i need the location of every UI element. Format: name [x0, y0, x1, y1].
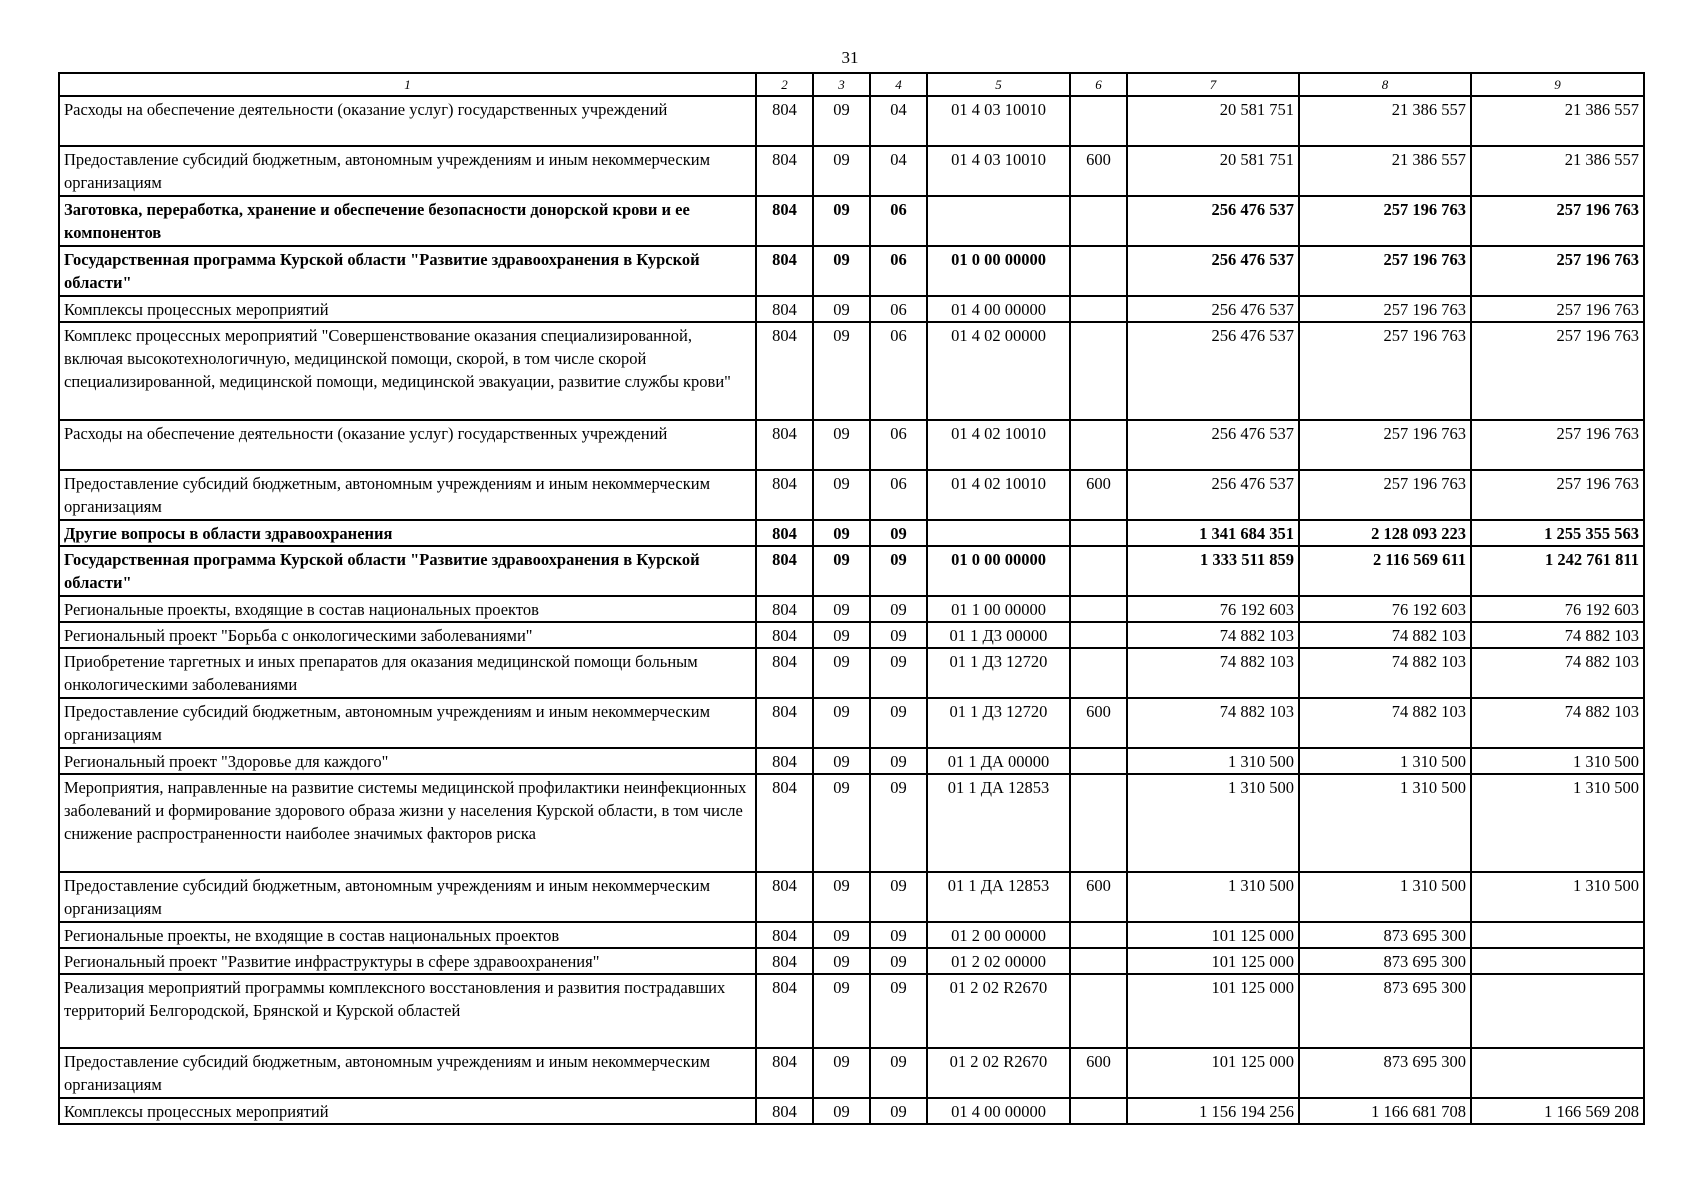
- expense-type-code: 600: [1070, 698, 1127, 748]
- amount-year-2: 257 196 763: [1299, 196, 1471, 246]
- subsection-code: 04: [870, 146, 927, 196]
- table-row: [59, 246, 1644, 296]
- ministry-code: 804: [756, 246, 813, 296]
- subsection-code: 06: [870, 246, 927, 296]
- subsection-code: 09: [870, 698, 927, 748]
- subsection-code: 06: [870, 470, 927, 520]
- ministry-code: 804: [756, 596, 813, 622]
- amount-year-3: [1471, 1048, 1644, 1098]
- section-code: 09: [813, 872, 870, 922]
- expense-type-code: [1070, 96, 1127, 146]
- ministry-code: 804: [756, 698, 813, 748]
- row-name: Расходы на обеспечение деятельности (оказание услуг) государственных учреждений: [59, 420, 756, 470]
- table-row: [59, 872, 1644, 922]
- expense-type-code: [1070, 520, 1127, 546]
- amount-year-2: 257 196 763: [1299, 296, 1471, 322]
- ministry-code: 804: [756, 648, 813, 698]
- target-article-code: 01 1 ДА 00000: [927, 748, 1070, 774]
- column-header: 8: [1299, 73, 1471, 96]
- row-name: Региональный проект "Здоровье для каждого": [59, 748, 756, 774]
- table-row: [59, 596, 1644, 622]
- target-article-code: 01 4 02 10010: [927, 470, 1070, 520]
- ministry-code: 804: [756, 748, 813, 774]
- amount-year-3: 257 196 763: [1471, 246, 1644, 296]
- ministry-code: 804: [756, 546, 813, 596]
- amount-year-2: 257 196 763: [1299, 322, 1471, 420]
- section-code: 09: [813, 948, 870, 974]
- subsection-code: 09: [870, 520, 927, 546]
- table-row: [59, 774, 1644, 872]
- amount-year-3: 76 192 603: [1471, 596, 1644, 622]
- row-name: Мероприятия, направленные на развитие системы медицинской профилактики неинфекционных заболеваний и формирование здорового образа жизни у населения Курской области, в том числе снижение распространенности наиболее значимых факторов риска: [59, 774, 756, 872]
- ministry-code: 804: [756, 196, 813, 246]
- amount-year-3: 257 196 763: [1471, 322, 1644, 420]
- subsection-code: 09: [870, 1048, 927, 1098]
- expense-type-code: 600: [1070, 1048, 1127, 1098]
- table-row: [59, 622, 1644, 648]
- column-header: 3: [813, 73, 870, 96]
- target-article-code: 01 2 02 00000: [927, 948, 1070, 974]
- section-code: 09: [813, 748, 870, 774]
- amount-year-1: 101 125 000: [1127, 974, 1299, 1048]
- row-name: Государственная программа Курской области "Развитие здравоохранения в Курской области": [59, 246, 756, 296]
- amount-year-3: 1 255 355 563: [1471, 520, 1644, 546]
- amount-year-2: 21 386 557: [1299, 96, 1471, 146]
- table-row: [59, 520, 1644, 546]
- amount-year-3: 257 196 763: [1471, 470, 1644, 520]
- expense-type-code: [1070, 296, 1127, 322]
- amount-year-3: 74 882 103: [1471, 622, 1644, 648]
- table-row: [59, 648, 1644, 698]
- ministry-code: 804: [756, 420, 813, 470]
- section-code: 09: [813, 470, 870, 520]
- section-code: 09: [813, 322, 870, 420]
- amount-year-3: 1 310 500: [1471, 872, 1644, 922]
- column-header: 2: [756, 73, 813, 96]
- row-name: Комплексы процессных мероприятий: [59, 296, 756, 322]
- subsection-code: 06: [870, 420, 927, 470]
- amount-year-1: 101 125 000: [1127, 922, 1299, 948]
- table-row: [59, 546, 1644, 596]
- subsection-code: 06: [870, 296, 927, 322]
- target-article-code: 01 1 Д3 12720: [927, 648, 1070, 698]
- subsection-code: 09: [870, 774, 927, 872]
- row-name: Предоставление субсидий бюджетным, автономным учреждениям и иным некоммерческим организациям: [59, 872, 756, 922]
- row-name: Региональные проекты, не входящие в состав национальных проектов: [59, 922, 756, 948]
- expense-type-code: [1070, 922, 1127, 948]
- amount-year-3: 257 196 763: [1471, 196, 1644, 246]
- amount-year-2: 74 882 103: [1299, 648, 1471, 698]
- expense-type-code: [1070, 1098, 1127, 1124]
- amount-year-2: 2 116 569 611: [1299, 546, 1471, 596]
- ministry-code: 804: [756, 922, 813, 948]
- ministry-code: 804: [756, 96, 813, 146]
- subsection-code: 06: [870, 322, 927, 420]
- row-name: Государственная программа Курской области "Развитие здравоохранения в Курской области": [59, 546, 756, 596]
- section-code: 09: [813, 922, 870, 948]
- table-row: [59, 974, 1644, 1048]
- expense-type-code: [1070, 948, 1127, 974]
- subsection-code: 09: [870, 748, 927, 774]
- row-name: Заготовка, переработка, хранение и обеспечение безопасности донорской крови и ее компонентов: [59, 196, 756, 246]
- target-article-code: 01 4 02 00000: [927, 322, 1070, 420]
- row-name: Комплекс процессных мероприятий "Совершенствование оказания специализированной, включая высокотехнологичную, медицинской помощи, скорой, в том числе скорой специализированной, медицинской помощи, медицинской эвакуации, развитие службы крови": [59, 322, 756, 420]
- expense-type-code: [1070, 748, 1127, 774]
- expense-type-code: [1070, 420, 1127, 470]
- table-row: [59, 748, 1644, 774]
- amount-year-2: 1 310 500: [1299, 748, 1471, 774]
- ministry-code: 804: [756, 1048, 813, 1098]
- amount-year-3: [1471, 948, 1644, 974]
- expense-type-code: [1070, 774, 1127, 872]
- target-article-code: 01 1 Д3 12720: [927, 698, 1070, 748]
- amount-year-3: 21 386 557: [1471, 96, 1644, 146]
- subsection-code: 09: [870, 922, 927, 948]
- expense-type-code: [1070, 196, 1127, 246]
- subsection-code: 09: [870, 948, 927, 974]
- amount-year-1: 74 882 103: [1127, 648, 1299, 698]
- amount-year-3: 257 196 763: [1471, 296, 1644, 322]
- page-number: 31: [841, 48, 859, 67]
- section-code: 09: [813, 420, 870, 470]
- table-row: [59, 1098, 1644, 1124]
- expense-type-code: [1070, 546, 1127, 596]
- column-header: 9: [1471, 73, 1644, 96]
- ministry-code: 804: [756, 470, 813, 520]
- target-article-code: 01 1 00 00000: [927, 596, 1070, 622]
- target-article-code: 01 2 00 00000: [927, 922, 1070, 948]
- target-article-code: 01 2 02 R2670: [927, 1048, 1070, 1098]
- amount-year-2: 1 310 500: [1299, 872, 1471, 922]
- amount-year-1: 74 882 103: [1127, 698, 1299, 748]
- section-code: 09: [813, 196, 870, 246]
- column-number-header-row: [59, 73, 1644, 96]
- amount-year-1: 101 125 000: [1127, 948, 1299, 974]
- amount-year-3: 1 310 500: [1471, 774, 1644, 872]
- section-code: 09: [813, 698, 870, 748]
- budget-table: [58, 72, 1645, 1125]
- table-row: [59, 146, 1644, 196]
- column-header: 5: [927, 73, 1070, 96]
- expense-type-code: 600: [1070, 146, 1127, 196]
- ministry-code: 804: [756, 872, 813, 922]
- amount-year-2: 873 695 300: [1299, 948, 1471, 974]
- table-row: [59, 322, 1644, 420]
- row-name: Расходы на обеспечение деятельности (оказание услуг) государственных учреждений: [59, 96, 756, 146]
- row-name: Предоставление субсидий бюджетным, автономным учреждениям и иным некоммерческим организациям: [59, 146, 756, 196]
- subsection-code: 09: [870, 596, 927, 622]
- target-article-code: 01 1 Д3 00000: [927, 622, 1070, 648]
- table-row: [59, 922, 1644, 948]
- section-code: 09: [813, 974, 870, 1048]
- target-article-code: 01 0 00 00000: [927, 546, 1070, 596]
- table-row: [59, 420, 1644, 470]
- amount-year-1: 76 192 603: [1127, 596, 1299, 622]
- row-name: Региональный проект "Развитие инфраструктуры в сфере здравоохранения": [59, 948, 756, 974]
- column-header: 7: [1127, 73, 1299, 96]
- section-code: 09: [813, 96, 870, 146]
- ministry-code: 804: [756, 520, 813, 546]
- section-code: 09: [813, 774, 870, 872]
- subsection-code: 09: [870, 648, 927, 698]
- subsection-code: 09: [870, 546, 927, 596]
- table-row: [59, 698, 1644, 748]
- table-row: [59, 96, 1644, 146]
- subsection-code: 09: [870, 974, 927, 1048]
- subsection-code: 09: [870, 872, 927, 922]
- row-name: Предоставление субсидий бюджетным, автономным учреждениям и иным некоммерческим организациям: [59, 698, 756, 748]
- subsection-code: 09: [870, 622, 927, 648]
- expense-type-code: [1070, 622, 1127, 648]
- target-article-code: [927, 196, 1070, 246]
- target-article-code: [927, 520, 1070, 546]
- amount-year-3: [1471, 922, 1644, 948]
- amount-year-2: 873 695 300: [1299, 974, 1471, 1048]
- target-article-code: 01 0 00 00000: [927, 246, 1070, 296]
- ministry-code: 804: [756, 146, 813, 196]
- expense-type-code: 600: [1070, 470, 1127, 520]
- amount-year-2: 21 386 557: [1299, 146, 1471, 196]
- row-name: Региональные проекты, входящие в состав национальных проектов: [59, 596, 756, 622]
- amount-year-1: 256 476 537: [1127, 470, 1299, 520]
- ministry-code: 804: [756, 296, 813, 322]
- amount-year-2: 74 882 103: [1299, 622, 1471, 648]
- amount-year-2: 1 310 500: [1299, 774, 1471, 872]
- table-row: [59, 948, 1644, 974]
- expense-type-code: [1070, 974, 1127, 1048]
- amount-year-1: 1 333 511 859: [1127, 546, 1299, 596]
- amount-year-3: 1 310 500: [1471, 748, 1644, 774]
- amount-year-2: 257 196 763: [1299, 470, 1471, 520]
- amount-year-1: 20 581 751: [1127, 96, 1299, 146]
- target-article-code: 01 4 03 10010: [927, 96, 1070, 146]
- row-name: Реализация мероприятий программы комплексного восстановления и развития пострадавших территорий Белгородской, Брянской и Курской областей: [59, 974, 756, 1048]
- section-code: 09: [813, 1098, 870, 1124]
- target-article-code: 01 1 ДА 12853: [927, 774, 1070, 872]
- amount-year-1: 101 125 000: [1127, 1048, 1299, 1098]
- amount-year-1: 20 581 751: [1127, 146, 1299, 196]
- table-row: [59, 296, 1644, 322]
- ministry-code: 804: [756, 948, 813, 974]
- section-code: 09: [813, 546, 870, 596]
- amount-year-1: 1 156 194 256: [1127, 1098, 1299, 1124]
- expense-type-code: [1070, 322, 1127, 420]
- section-code: 09: [813, 296, 870, 322]
- amount-year-1: 256 476 537: [1127, 322, 1299, 420]
- expense-type-code: [1070, 246, 1127, 296]
- amount-year-2: 76 192 603: [1299, 596, 1471, 622]
- amount-year-1: 1 310 500: [1127, 872, 1299, 922]
- column-header: 4: [870, 73, 927, 96]
- amount-year-3: 1 242 761 811: [1471, 546, 1644, 596]
- section-code: 09: [813, 596, 870, 622]
- amount-year-2: 873 695 300: [1299, 922, 1471, 948]
- row-name: Предоставление субсидий бюджетным, автономным учреждениям и иным некоммерческим организациям: [59, 470, 756, 520]
- section-code: 09: [813, 246, 870, 296]
- amount-year-1: 256 476 537: [1127, 296, 1299, 322]
- amount-year-3: [1471, 974, 1644, 1048]
- amount-year-1: 1 310 500: [1127, 748, 1299, 774]
- amount-year-1: 1 310 500: [1127, 774, 1299, 872]
- amount-year-2: 257 196 763: [1299, 420, 1471, 470]
- amount-year-2: 257 196 763: [1299, 246, 1471, 296]
- ministry-code: 804: [756, 622, 813, 648]
- target-article-code: 01 4 00 00000: [927, 296, 1070, 322]
- amount-year-2: 74 882 103: [1299, 698, 1471, 748]
- target-article-code: 01 2 02 R2670: [927, 974, 1070, 1048]
- amount-year-2: 873 695 300: [1299, 1048, 1471, 1098]
- subsection-code: 09: [870, 1098, 927, 1124]
- amount-year-3: 21 386 557: [1471, 146, 1644, 196]
- row-name: Предоставление субсидий бюджетным, автономным учреждениям и иным некоммерческим организациям: [59, 1048, 756, 1098]
- amount-year-3: 257 196 763: [1471, 420, 1644, 470]
- ministry-code: 804: [756, 1098, 813, 1124]
- ministry-code: 804: [756, 774, 813, 872]
- section-code: 09: [813, 146, 870, 196]
- ministry-code: 804: [756, 974, 813, 1048]
- amount-year-1: 256 476 537: [1127, 196, 1299, 246]
- amount-year-1: 1 341 684 351: [1127, 520, 1299, 546]
- target-article-code: 01 4 02 10010: [927, 420, 1070, 470]
- amount-year-3: 74 882 103: [1471, 648, 1644, 698]
- target-article-code: 01 1 ДА 12853: [927, 872, 1070, 922]
- row-name: Другие вопросы в области здравоохранения: [59, 520, 756, 546]
- row-name: Региональный проект "Борьба с онкологическими заболеваниями": [59, 622, 756, 648]
- expense-type-code: 600: [1070, 872, 1127, 922]
- row-name: Приобретение таргетных и иных препаратов для оказания медицинской помощи больным онкологическими заболеваниями: [59, 648, 756, 698]
- column-header: 1: [59, 73, 756, 96]
- subsection-code: 06: [870, 196, 927, 246]
- column-header: 6: [1070, 73, 1127, 96]
- target-article-code: 01 4 03 10010: [927, 146, 1070, 196]
- section-code: 09: [813, 520, 870, 546]
- ministry-code: 804: [756, 322, 813, 420]
- amount-year-1: 256 476 537: [1127, 420, 1299, 470]
- subsection-code: 04: [870, 96, 927, 146]
- target-article-code: 01 4 00 00000: [927, 1098, 1070, 1124]
- section-code: 09: [813, 1048, 870, 1098]
- expense-type-code: [1070, 596, 1127, 622]
- amount-year-1: 74 882 103: [1127, 622, 1299, 648]
- expense-type-code: [1070, 648, 1127, 698]
- section-code: 09: [813, 648, 870, 698]
- table-row: [59, 1048, 1644, 1098]
- amount-year-3: 1 166 569 208: [1471, 1098, 1644, 1124]
- amount-year-2: 2 128 093 223: [1299, 520, 1471, 546]
- amount-year-2: 1 166 681 708: [1299, 1098, 1471, 1124]
- amount-year-3: 74 882 103: [1471, 698, 1644, 748]
- row-name: Комплексы процессных мероприятий: [59, 1098, 756, 1124]
- table-row: [59, 196, 1644, 246]
- section-code: 09: [813, 622, 870, 648]
- amount-year-1: 256 476 537: [1127, 246, 1299, 296]
- table-row: [59, 470, 1644, 520]
